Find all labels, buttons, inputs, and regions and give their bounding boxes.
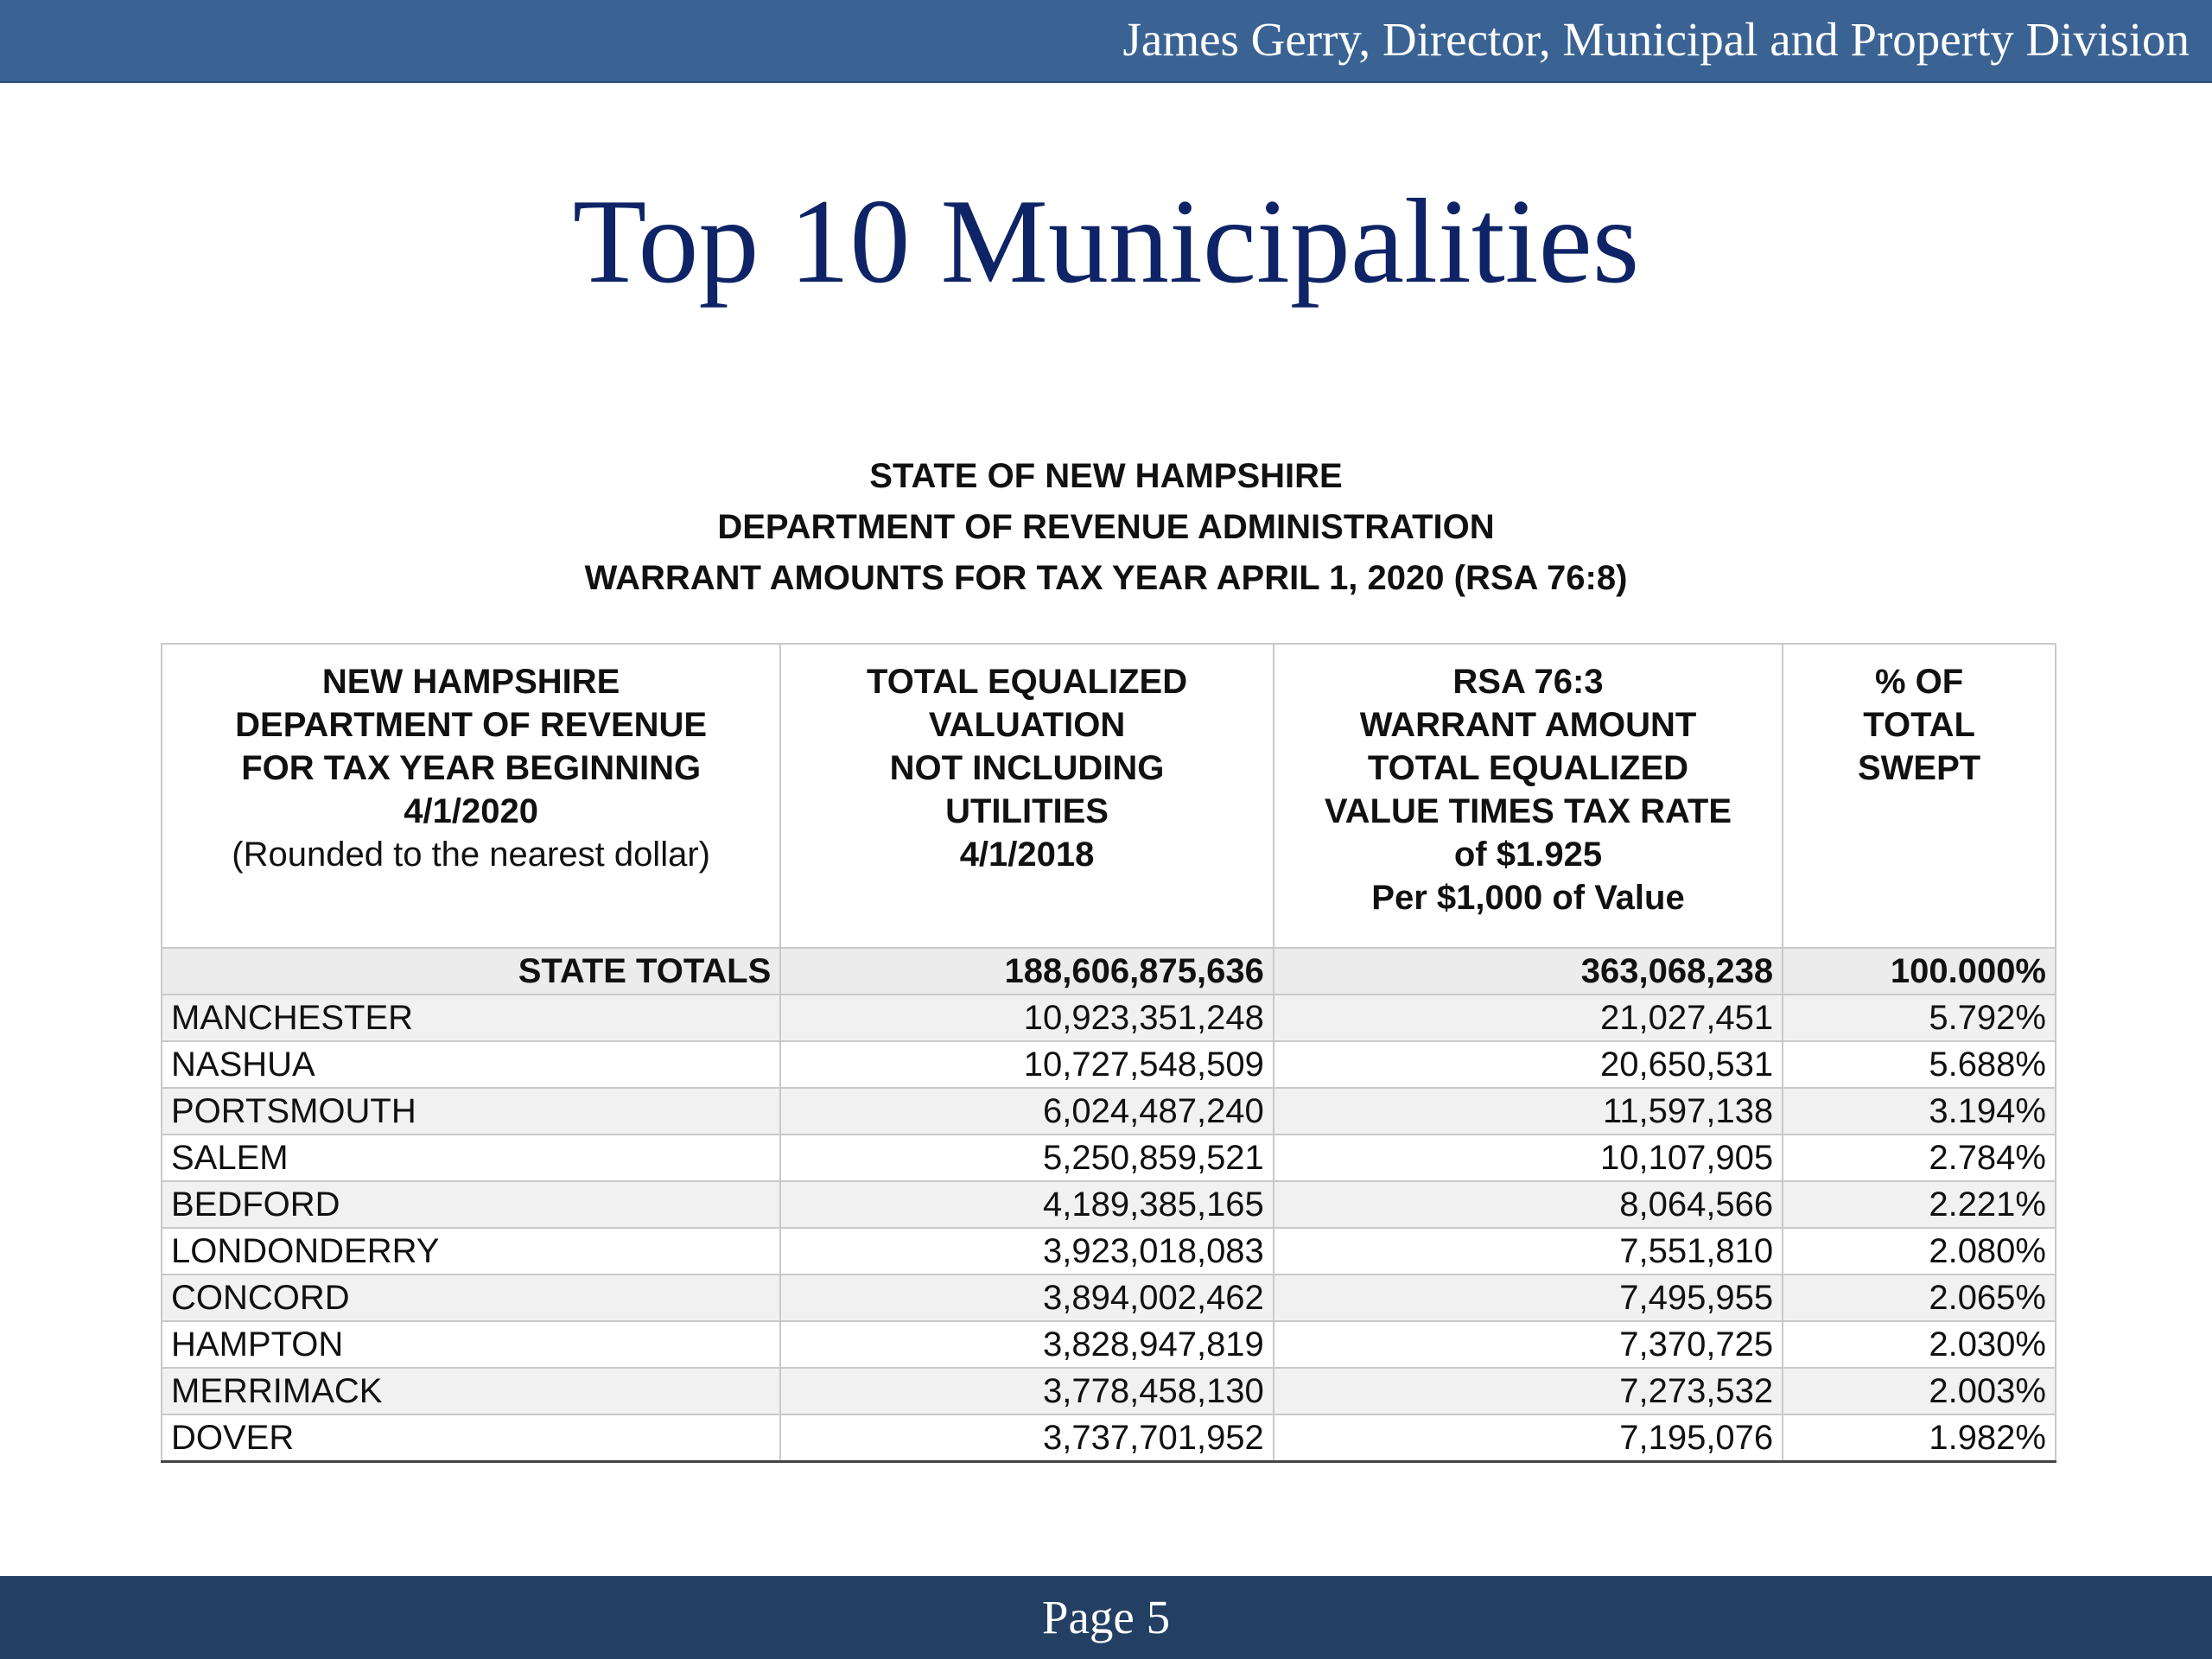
percent-cell: 5.688% (1783, 1041, 2056, 1088)
warrant-cell: 11,597,138 (1274, 1088, 1783, 1135)
column-header-line: TOTAL EQUALIZED (866, 663, 1188, 701)
warrant-cell: 7,195,076 (1274, 1414, 1783, 1462)
municipality-name: MANCHESTER (162, 995, 780, 1041)
percent-cell: 3.194% (1783, 1088, 2056, 1135)
municipality-name: NASHUA (162, 1041, 780, 1088)
column-header-line: TOTAL (1863, 706, 1975, 744)
valuation-cell: 5,250,859,521 (780, 1135, 1274, 1181)
municipality-name: DOVER (162, 1414, 780, 1462)
column-header-line: NEW HAMPSHIRE (321, 663, 620, 701)
valuation-cell: 10,923,351,248 (780, 995, 1274, 1041)
column-header-line: FOR TAX YEAR BEGINNING (241, 749, 702, 787)
percent-cell: 2.003% (1783, 1368, 2056, 1414)
municipality-name: BEDFORD (162, 1181, 780, 1228)
totals-warrant: 363,068,238 (1274, 948, 1783, 995)
presenter-credit: James Gerry, Director, Municipal and Property Division (1122, 13, 2190, 66)
column-header-line: NOT INCLUDING (889, 749, 1165, 787)
percent-cell: 2.784% (1783, 1135, 2056, 1181)
column-header-line: 4/1/2018 (959, 836, 1095, 874)
totals-percent: 100.000% (1783, 948, 2056, 995)
column-header-line: VALUATION (928, 706, 1126, 744)
valuation-cell: 4,189,385,165 (780, 1181, 1274, 1228)
page-number: Page 5 (1041, 1591, 1171, 1643)
valuation-cell: 3,737,701,952 (780, 1414, 1274, 1462)
header-bar (0, 0, 2212, 83)
municipality-name: MERRIMACK (162, 1368, 780, 1414)
warrant-cell: 10,107,905 (1274, 1135, 1783, 1181)
column-header-line: RSA 76:3 (1452, 663, 1604, 701)
percent-cell: 5.792% (1783, 995, 2056, 1041)
table-row (162, 1368, 2056, 1414)
table-row (162, 1088, 2056, 1135)
municipality-name: CONCORD (162, 1274, 780, 1321)
column-header-line: of $1.925 (1453, 836, 1603, 874)
valuation-cell: 10,727,548,509 (780, 1041, 1274, 1088)
percent-cell: 1.982% (1783, 1414, 2056, 1462)
valuation-cell: 3,828,947,819 (780, 1321, 1274, 1368)
column-header-line: VALUE TIMES TAX RATE (1324, 792, 1732, 830)
column-header-line: UTILITIES (945, 792, 1109, 830)
column-header-line: 4/1/2020 (404, 792, 538, 830)
municipality-name: LONDONDERRY (162, 1228, 780, 1274)
column-header-line: DEPARTMENT OF REVENUE (235, 706, 708, 744)
totals-label: STATE TOTALS (162, 948, 780, 995)
totals-valuation: 188,606,875,636 (780, 948, 1274, 995)
column-header-municipality (162, 644, 780, 948)
heading-line-department: DEPARTMENT OF REVENUE ADMINISTRATION (717, 508, 1495, 546)
municipality-name: HAMPTON (162, 1321, 780, 1368)
column-header-line: SWEPT (1857, 749, 1981, 787)
municipality-name: SALEM (162, 1135, 780, 1181)
table-header-row (162, 644, 2056, 948)
heading-line-state: STATE OF NEW HAMPSHIRE (869, 457, 1343, 495)
state-totals-row (162, 948, 2056, 995)
heading-line-warrant: WARRANT AMOUNTS FOR TAX YEAR APRIL 1, 2020 (RSA 76:8) (584, 559, 1628, 597)
column-header-line: WARRANT AMOUNT (1359, 706, 1697, 744)
column-header-line: TOTAL EQUALIZED (1367, 749, 1689, 787)
warrant-cell: 20,650,531 (1274, 1041, 1783, 1088)
table-row (162, 1274, 2056, 1321)
warrant-cell: 7,273,532 (1274, 1368, 1783, 1414)
valuation-cell: 3,923,018,083 (780, 1228, 1274, 1274)
table-row (162, 1041, 2056, 1088)
valuation-cell: 6,024,487,240 (780, 1088, 1274, 1135)
table-row (162, 995, 2056, 1041)
valuation-cell: 3,778,458,130 (780, 1368, 1274, 1414)
warrant-cell: 7,370,725 (1274, 1321, 1783, 1368)
municipality-name: PORTSMOUTH (162, 1088, 780, 1135)
percent-cell: 2.221% (1783, 1181, 2056, 1228)
warrant-cell: 8,064,566 (1274, 1181, 1783, 1228)
warrant-cell: 7,551,810 (1274, 1228, 1783, 1274)
table-row (162, 1321, 2056, 1368)
slide-title: Top 10 Municipalities (572, 175, 1640, 308)
document-heading (0, 451, 2212, 604)
table-row (162, 1414, 2056, 1462)
table-row (162, 1181, 2056, 1228)
column-header-line: % OF (1874, 663, 1964, 701)
table-row (162, 1135, 2056, 1181)
column-header-note: (Rounded to the nearest dollar) (232, 836, 710, 874)
warrant-table (161, 643, 2056, 1463)
table-row (162, 1228, 2056, 1274)
percent-cell: 2.080% (1783, 1228, 2056, 1274)
column-header-percent (1783, 644, 2056, 948)
percent-cell: 2.030% (1783, 1321, 2056, 1368)
warrant-cell: 21,027,451 (1274, 995, 1783, 1041)
valuation-cell: 3,894,002,462 (780, 1274, 1274, 1321)
column-header-warrant (1274, 644, 1783, 948)
percent-cell: 2.065% (1783, 1274, 2056, 1321)
column-header-line: Per $1,000 of Value (1371, 879, 1685, 917)
footer-bar (0, 1576, 2212, 1659)
warrant-cell: 7,495,955 (1274, 1274, 1783, 1321)
column-header-valuation (780, 644, 1274, 948)
